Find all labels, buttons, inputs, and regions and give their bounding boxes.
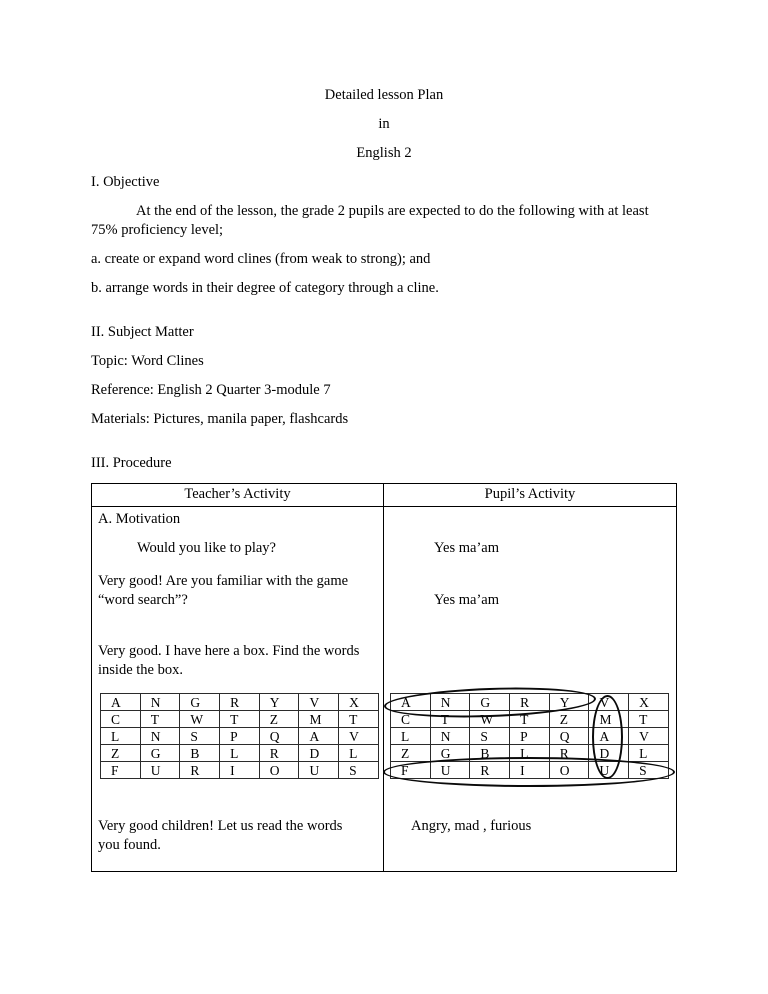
word-grid-cell: A <box>589 728 629 745</box>
teacher-question-2 <box>98 572 348 610</box>
teacher-activity-cell <box>92 507 384 871</box>
word-grid-cell: P <box>510 728 550 745</box>
word-grid-cell: V <box>339 728 379 745</box>
word-grid-table <box>100 693 379 779</box>
word-grid-row <box>391 762 669 779</box>
word-grid-cell: X <box>629 694 669 711</box>
word-grid-cell: Z <box>549 711 589 728</box>
word-grid-cell: R <box>549 745 589 762</box>
word-search-grid-answered <box>390 693 668 779</box>
word-grid-cell: W <box>180 711 220 728</box>
word-grid-row <box>101 711 379 728</box>
word-grid-cell: T <box>339 711 379 728</box>
word-grid-cell: M <box>589 711 629 728</box>
word-grid-cell: A <box>299 728 339 745</box>
word-grid-row <box>101 745 379 762</box>
objective-item-a: a. create or expand word clines (from weak to strong); and <box>91 251 431 267</box>
teacher-question-1: Would you like to play? <box>137 540 276 556</box>
word-grid-cell: R <box>259 745 299 762</box>
word-grid-cell: N <box>430 694 470 711</box>
teacher-question-4 <box>98 817 342 855</box>
word-search-grid-teacher <box>100 693 379 779</box>
text-line: “word search”? <box>98 592 188 608</box>
word-grid-cell: T <box>629 711 669 728</box>
word-grid-row <box>391 728 669 745</box>
word-grid-cell: D <box>589 745 629 762</box>
text-line: Very good. I have here a box. Find the words <box>98 643 360 659</box>
motivation-label: A. Motivation <box>98 511 181 527</box>
pupil-activity-header: Pupil’s Activity <box>484 486 576 502</box>
word-grid-cell: T <box>140 711 180 728</box>
word-grid-cell: M <box>299 711 339 728</box>
word-grid-cell: V <box>629 728 669 745</box>
word-grid-cell: W <box>470 711 510 728</box>
objective-item-b: b. arrange words in their degree of category through a cline. <box>91 280 439 296</box>
word-grid-cell: L <box>220 745 260 762</box>
word-grid-cell: U <box>299 762 339 779</box>
word-grid-cell: S <box>470 728 510 745</box>
procedure-table-body <box>92 507 676 871</box>
word-grid-cell: I <box>510 762 550 779</box>
subject-matter-topic: Topic: Word Clines <box>91 353 204 369</box>
word-grid-row <box>101 694 379 711</box>
pupil-answer-4: Angry, mad , furious <box>411 818 532 834</box>
word-grid-cell: R <box>510 694 550 711</box>
subject-matter-heading: II. Subject Matter <box>91 324 194 340</box>
text-line: Very good children! Let us read the words <box>98 818 343 834</box>
word-grid-cell: N <box>140 728 180 745</box>
word-grid-cell: G <box>430 745 470 762</box>
word-grid-cell: L <box>391 728 431 745</box>
word-grid-cell: F <box>101 762 141 779</box>
word-grid-cell: G <box>180 694 220 711</box>
word-grid-cell: F <box>391 762 431 779</box>
word-grid-cell: L <box>510 745 550 762</box>
word-grid-cell: R <box>220 694 260 711</box>
word-grid-cell: N <box>430 728 470 745</box>
word-grid-cell: S <box>180 728 220 745</box>
word-grid-cell: Y <box>549 694 589 711</box>
word-grid-cell: R <box>470 762 510 779</box>
word-grid-cell: T <box>510 711 550 728</box>
word-grid-cell: L <box>629 745 669 762</box>
title-line-3: English 2 <box>356 145 412 161</box>
teacher-question-3 <box>98 642 359 680</box>
word-grid-cell: V <box>589 694 629 711</box>
word-grid-body <box>101 694 379 779</box>
word-grid-cell: V <box>299 694 339 711</box>
word-grid-cell: S <box>339 762 379 779</box>
word-grid-cell: B <box>470 745 510 762</box>
procedure-heading: III. Procedure <box>91 455 172 471</box>
word-grid-row <box>391 711 669 728</box>
objective-intro-line-2: 75% proficiency level; <box>91 222 224 238</box>
teacher-activity-header: Teacher’s Activity <box>92 484 384 506</box>
subject-matter-materials: Materials: Pictures, manila paper, flashcards <box>91 411 349 427</box>
word-grid-cell: L <box>339 745 379 762</box>
procedure-table-header <box>92 484 676 507</box>
word-grid-cell: G <box>140 745 180 762</box>
word-grid-cell: O <box>259 762 299 779</box>
word-grid-cell: Q <box>259 728 299 745</box>
objective-heading: I. Objective <box>91 174 160 190</box>
word-grid-body <box>391 694 669 779</box>
word-grid-cell: U <box>140 762 180 779</box>
word-grid-cell: C <box>391 711 431 728</box>
word-grid-cell: N <box>140 694 180 711</box>
word-grid-cell: S <box>629 762 669 779</box>
word-grid-cell: T <box>220 711 260 728</box>
text-line: you found. <box>98 837 161 853</box>
word-grid-cell: B <box>180 745 220 762</box>
word-grid-cell: Y <box>259 694 299 711</box>
word-grid-row <box>391 745 669 762</box>
word-grid-cell: P <box>220 728 260 745</box>
pupil-answer-2: Yes ma’am <box>434 592 499 608</box>
word-grid-cell: Z <box>101 745 141 762</box>
pupil-answer-1: Yes ma’am <box>434 540 499 556</box>
word-grid-cell: Z <box>259 711 299 728</box>
word-grid-cell: U <box>430 762 470 779</box>
subject-matter-reference: Reference: English 2 Quarter 3-module 7 <box>91 382 331 398</box>
word-grid-cell: I <box>220 762 260 779</box>
word-grid-cell: Q <box>549 728 589 745</box>
word-grid-cell: D <box>299 745 339 762</box>
word-grid-cell: L <box>101 728 141 745</box>
word-grid-cell: T <box>430 711 470 728</box>
objective-intro-paragraph <box>91 202 677 240</box>
word-grid-row <box>391 694 669 711</box>
word-grid-cell: U <box>589 762 629 779</box>
text-line: Very good! Are you familiar with the game <box>98 573 349 589</box>
word-grid-row <box>101 762 379 779</box>
procedure-table <box>91 483 677 872</box>
word-grid-table <box>390 693 669 779</box>
word-grid-cell: O <box>549 762 589 779</box>
title-line-1: Detailed lesson Plan <box>324 87 444 103</box>
word-grid-cell: G <box>470 694 510 711</box>
word-grid-cell: R <box>180 762 220 779</box>
word-grid-cell: C <box>101 711 141 728</box>
title-line-2: in <box>378 116 390 132</box>
word-grid-row <box>101 728 379 745</box>
word-grid-cell: A <box>391 694 431 711</box>
word-grid-cell: Z <box>391 745 431 762</box>
word-grid-cell: X <box>339 694 379 711</box>
word-grid-cell: A <box>101 694 141 711</box>
document-title-block <box>91 86 677 163</box>
objective-intro-line-1: At the end of the lesson, the grade 2 pupils are expected to do the following with at least <box>136 203 649 219</box>
text-line: inside the box. <box>98 662 183 678</box>
pupil-activity-cell <box>384 507 676 871</box>
